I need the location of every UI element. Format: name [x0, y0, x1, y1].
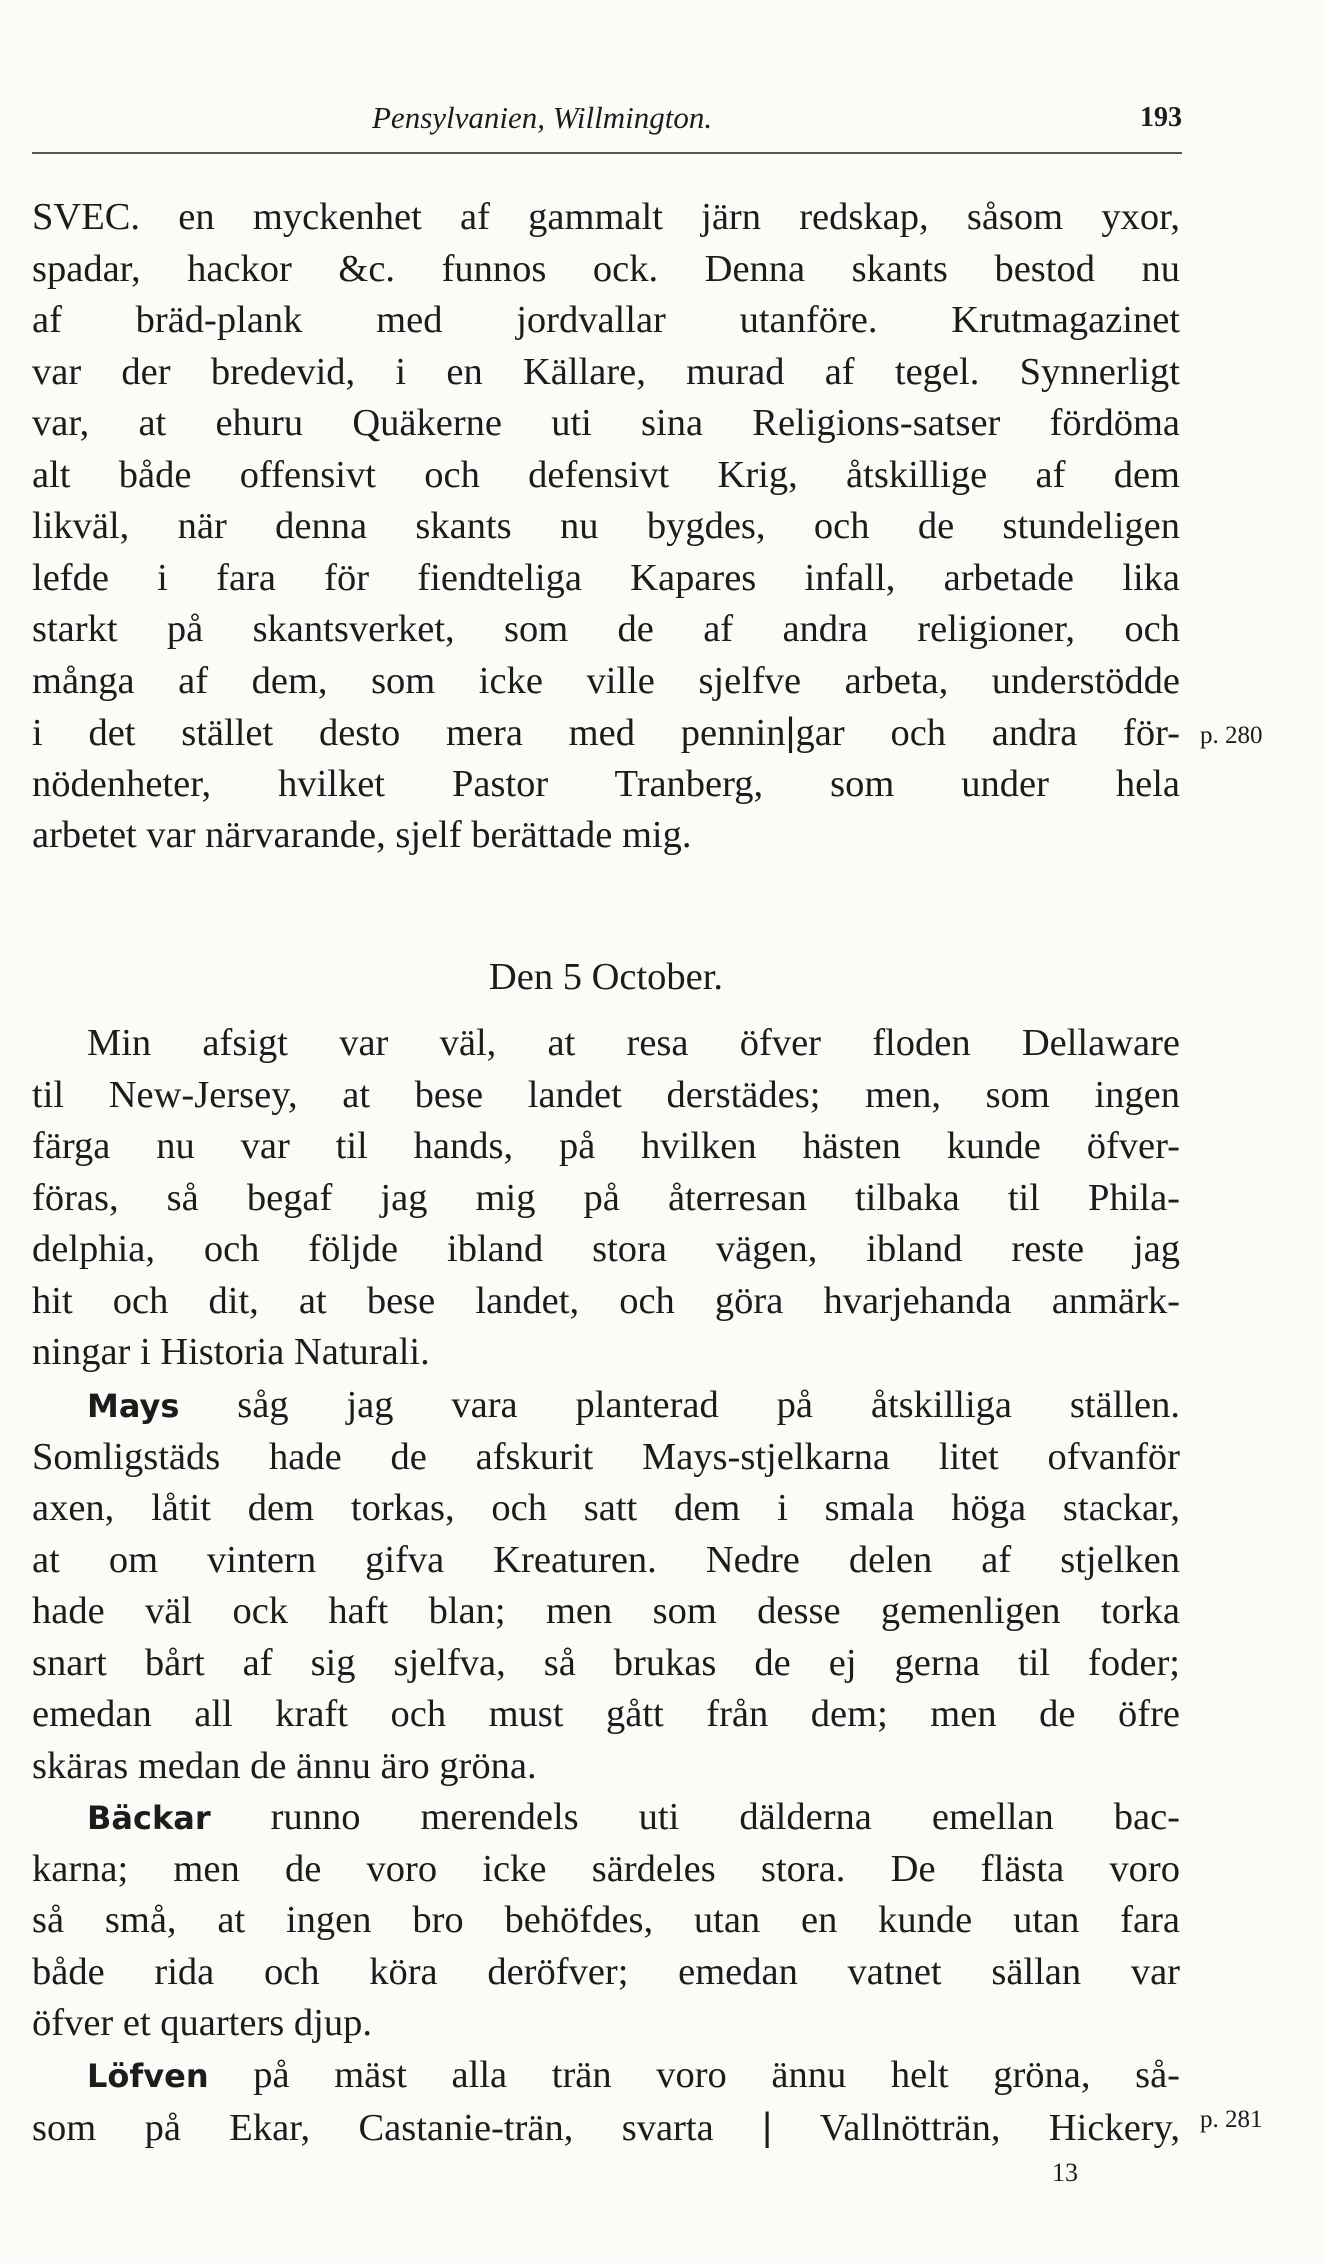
text-line: likväl, när denna skants nu bygdes, och de stundeligen	[32, 505, 1180, 547]
text-line: var der bredevid, i en Källare, murad af tegel. Synnerligt	[32, 350, 1180, 393]
text-line: öfver et quarters djup.	[32, 2002, 372, 2044]
text-line: at om vintern gifva Kreaturen. Nedre delen af stjelken	[32, 1538, 1180, 1581]
text-line: af bräd-plank med jordvallar utanföre. Krutmagazinet	[32, 299, 1180, 341]
paragraph-2	[32, 1018, 1180, 1379]
text-line: hit och dit, at bese landet, och göra hvarjehanda anmärk-	[32, 1279, 1180, 1322]
text-segment: runno merendels uti dälderna emellan bac-	[270, 1796, 1180, 1838]
text-line: starkt på skantsverket, som de af andra religioner, och	[32, 608, 1180, 650]
margin-page-ref-281: p. 281	[1200, 2106, 1263, 2133]
text-line: Min afsigt var väl, at resa öfver floden Dellaware	[87, 1022, 1180, 1064]
text-line: emedan all kraft och must gått från dem; men de öfre	[32, 1693, 1180, 1735]
text-line	[32, 1792, 1180, 1844]
text-line: var, at ehuru Quäkerne uti sina Religions-satser fördöma	[32, 402, 1180, 444]
text-line: både rida och köra deröfver; emedan vatnet sällan var	[32, 1950, 1180, 1993]
text-segment: som på Ekar, Castanie-trän, svarta	[32, 2106, 714, 2149]
paragraph-5	[32, 2050, 1180, 2153]
text-line	[32, 2050, 1180, 2102]
text-line: nödenheter, hvilket Pastor Tranberg, som under hela	[32, 762, 1180, 805]
paragraph-3	[32, 1380, 1180, 1792]
text-line: snart bårt af sig sjelfva, så brukas de ej gerna til foder;	[32, 1641, 1180, 1684]
running-head	[32, 100, 1182, 144]
text-line: föras, så begaf jag mig på återresan tilbaka til Phila-	[32, 1176, 1180, 1219]
text-line: många af dem, som icke ville sjelfve arbeta, understödde	[32, 659, 1180, 702]
keyword-mays: Mays	[87, 1387, 180, 1425]
text-line: til New-Jersey, at bese landet derstädes; men, som ingen	[32, 1073, 1180, 1116]
text-segment: på mäst alla trän voro ännu helt gröna, så-	[253, 2054, 1181, 2096]
text-line: så små, at ingen bro behöfdes, utan en kunde utan fara	[32, 1899, 1180, 1941]
page-break-mark: |	[785, 711, 796, 754]
page-break-mark: |	[762, 2105, 773, 2149]
text-line: hade väl ock haft blan; men som desse gemenligen torka	[32, 1590, 1180, 1632]
text-line: spadar, hackor &c. funnos ock. Denna skants bestod nu	[32, 247, 1180, 290]
text-line: lefde i fara för fiendteliga Kapares infall, arbetade lika	[32, 556, 1180, 599]
header-rule	[32, 152, 1182, 154]
section-heading: Den 5 October.	[488, 956, 724, 998]
text-segment: gar och andra för-	[795, 712, 1180, 754]
text-line	[32, 707, 1180, 759]
running-title: Pensylvanien, Willmington.	[372, 100, 713, 135]
text-line: axen, låtit dem torkas, och satt dem i smala höga stackar,	[32, 1487, 1180, 1529]
gathering-signature: 13	[1052, 2158, 1078, 2187]
text-segment: Vallnötträn, Hickery,	[819, 2106, 1180, 2149]
text-line: alt både offensivt och defensivt Krig, åtskillige af dem	[32, 453, 1180, 496]
text-line: SVEC. en myckenhet af gammalt järn redskap, såsom yxor,	[32, 196, 1180, 238]
text-line: karna; men de voro icke särdeles stora. De flästa voro	[32, 1847, 1180, 1890]
text-line: arbetet var närvarande, sjelf berättade mig.	[32, 814, 692, 856]
text-line: ningar i Historia Naturali.	[32, 1331, 430, 1373]
paragraph-1	[32, 192, 1180, 862]
text-line: skäras medan de ännu äro gröna.	[32, 1744, 537, 1787]
text-segment: i det stället desto mera med pennin	[32, 712, 786, 754]
text-segment: såg jag vara planterad på åtskilliga ställen.	[237, 1384, 1181, 1426]
text-line	[32, 1380, 1180, 1432]
keyword-lofven: Löfven	[87, 2057, 209, 2095]
text-line: Somligstäds hade de afskurit Mays-stjelkarna litet ofvanför	[32, 1435, 1180, 1478]
text-line: färga nu var til hands, på hvilken hästen kunde öfver-	[32, 1125, 1180, 1167]
keyword-backar: Bäckar	[87, 1799, 211, 1837]
text-line: delphia, och följde ibland stora vägen, ibland reste jag	[32, 1228, 1180, 1270]
paragraph-4	[32, 1792, 1180, 2050]
page-number: 193	[1140, 102, 1182, 133]
text-line	[32, 2102, 1180, 2154]
margin-page-ref-280: p. 280	[1200, 722, 1263, 749]
